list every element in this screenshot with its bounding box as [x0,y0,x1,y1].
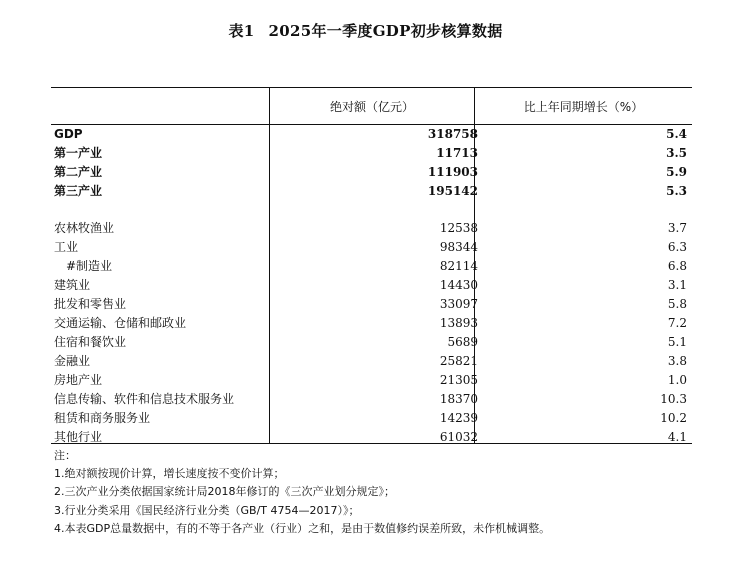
row-label: 建筑业 [54,278,91,292]
growth-rate-cell: 5.1 [667,335,687,349]
table-row [54,125,692,144]
growth-rate-cell: 10.2 [660,411,687,425]
table-row [54,295,692,314]
notes-heading: 注： [54,449,76,462]
table-row [54,428,692,447]
table-row [54,182,692,201]
growth-rate-cell: 5.3 [666,184,687,198]
table-row [54,390,692,409]
table-row [54,333,692,352]
row-label: GDP [54,127,83,141]
growth-rate-cell: 4.1 [667,430,687,444]
row-label: 房地产业 [54,373,103,387]
absolute-value-cell: 13893 [439,316,478,330]
row-label: 交通运输、仓储和邮政业 [54,316,187,330]
row-label: 农林牧渔业 [54,221,115,235]
absolute-value-cell: 14239 [439,411,478,425]
growth-rate-cell: 10.3 [660,392,687,406]
table-row [54,219,692,238]
column-header-growth: 比上年同期增长（%） [523,100,644,114]
note-line: 4.本表GDP总量数据中，有的不等于各产业（行业）之和，是由于数值修约误差所致，未作机械调整。 [54,521,551,535]
row-label: 第三产业 [54,184,103,198]
row-label: 批发和零售业 [54,297,127,311]
column-header-absolute: 绝对额（亿元） [329,100,414,114]
table-row [54,144,692,163]
absolute-value-cell: 11713 [436,146,478,160]
growth-rate-cell: 5.9 [666,165,687,179]
table-row [54,409,692,428]
table-row [54,238,692,257]
growth-rate-cell: 3.8 [667,354,687,368]
absolute-value-cell: 195142 [427,184,478,198]
row-label: 第一产业 [54,146,103,160]
growth-rate-cell: 1.0 [667,373,687,387]
absolute-value-cell: 18370 [439,392,478,406]
row-label: 住宿和餐饮业 [54,335,127,349]
absolute-value-cell: 12538 [439,221,478,235]
growth-rate-cell: 7.2 [667,316,687,330]
growth-rate-cell: 6.3 [667,240,687,254]
growth-rate-cell: 3.7 [667,221,687,235]
growth-rate-cell: 3.5 [666,146,687,160]
row-label: 金融业 [54,354,91,368]
growth-rate-cell: 5.8 [667,297,687,311]
absolute-value-cell: 21305 [439,373,478,387]
absolute-value-cell: 98344 [439,240,478,254]
row-label: 工业 [54,240,79,254]
absolute-value-cell: 33097 [439,297,478,311]
row-label: 第二产业 [54,165,103,179]
note-line: 1.绝对额按现价计算，增长速度按不变价计算； [54,467,285,481]
absolute-value-cell: 82114 [439,259,478,273]
note-line: 2.三次产业分类依据国家统计局2018年修订的《三次产业划分规定》； [54,485,395,499]
table-row [54,257,692,276]
table-row [54,371,692,390]
growth-rate-cell: 6.8 [667,259,687,273]
table-row [54,352,692,371]
table-row [54,276,692,295]
table-number: 表1 [228,22,255,40]
row-label: #制造业 [66,259,113,273]
row-label: 其他行业 [54,430,103,444]
table-title-text: 2025年一季度GDP初步核算数据 [268,22,503,40]
table-notes [54,447,550,538]
growth-rate-cell: 5.4 [666,127,687,141]
absolute-value-cell: 318758 [427,127,478,141]
table-row [54,314,692,333]
absolute-value-cell: 25821 [439,354,478,368]
row-label: 租赁和商务服务业 [54,411,151,425]
table-row [54,163,692,182]
absolute-value-cell: 5689 [447,335,478,349]
note-line: 3.行业分类采用《国民经济行业分类（GB/T 4754—2017）》； [54,503,360,517]
row-label: 信息传输、软件和信息技术服务业 [54,392,235,406]
absolute-value-cell: 14430 [439,278,478,292]
growth-rate-cell: 3.1 [667,278,687,292]
absolute-value-cell: 61032 [439,430,478,444]
absolute-value-cell: 111903 [427,165,478,179]
